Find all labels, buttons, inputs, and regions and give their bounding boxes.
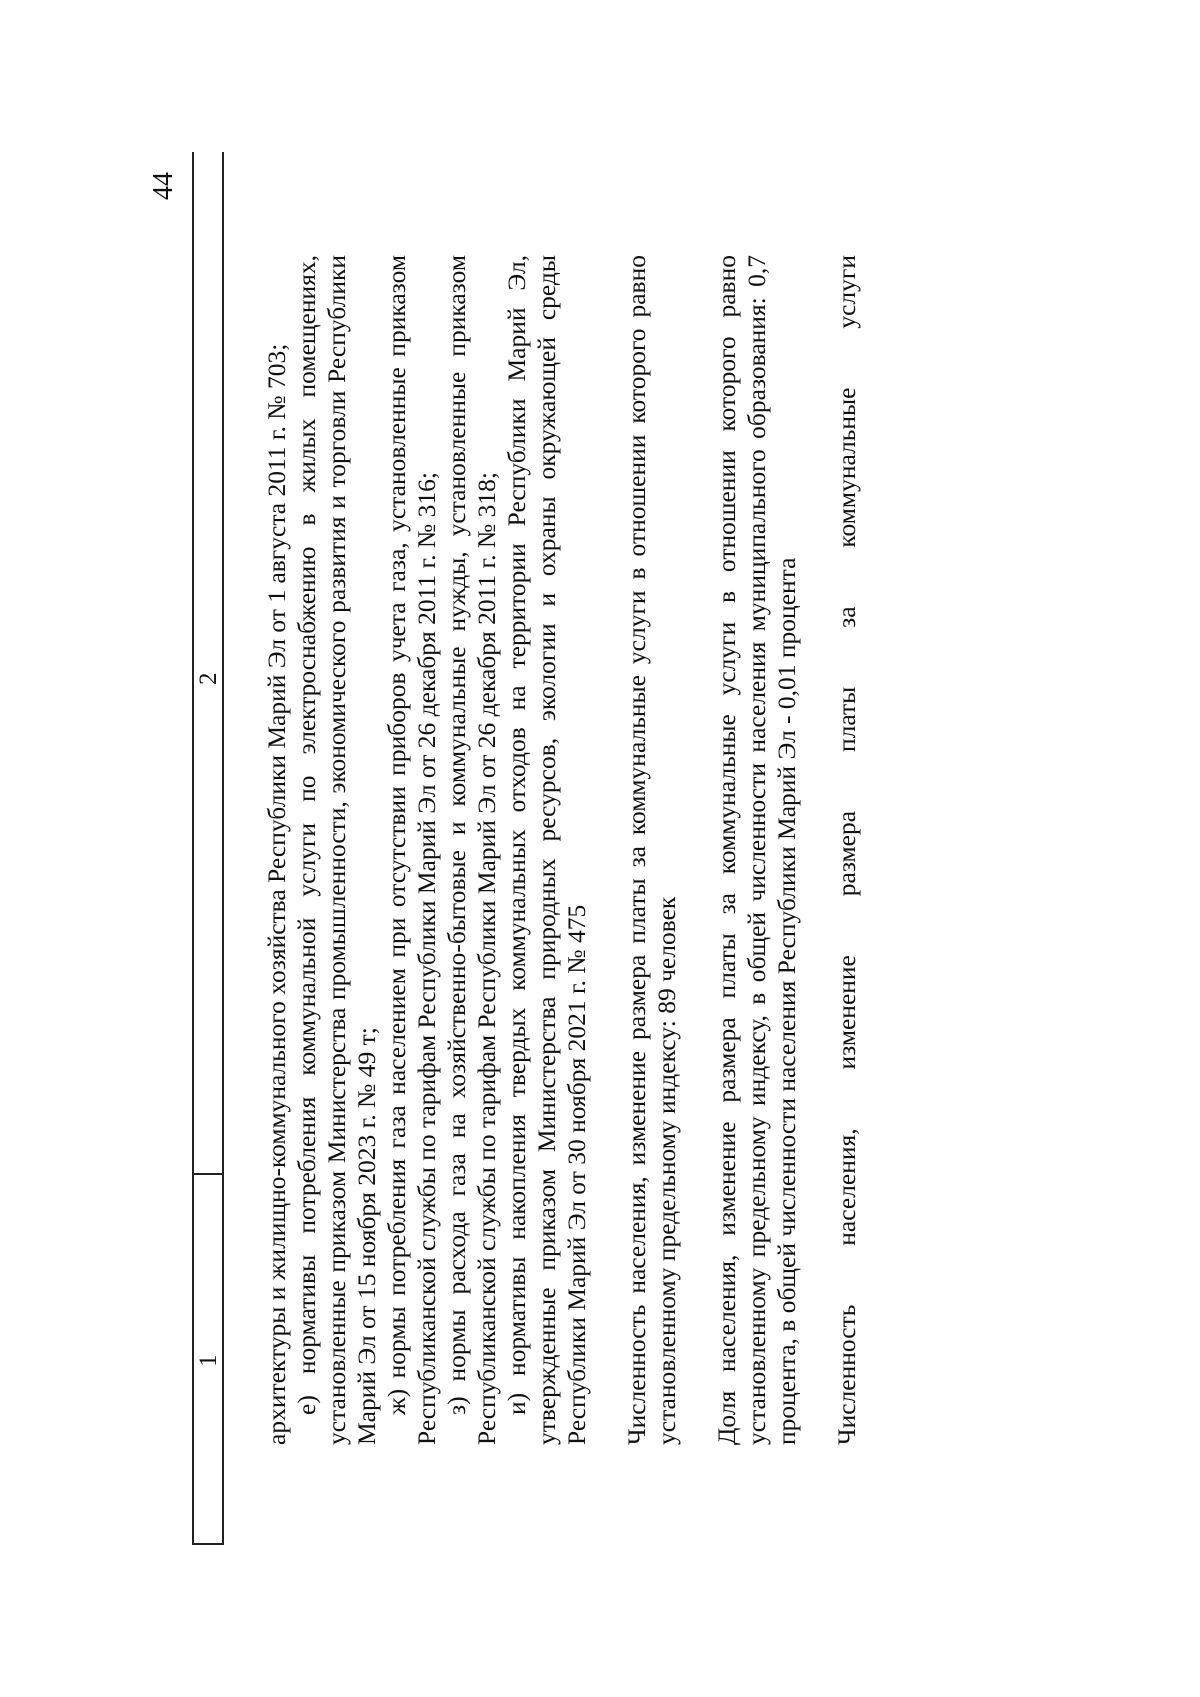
- column-1-header: 1: [195, 1354, 222, 1367]
- paragraph-gas-consumption-norms: ж) нормы потребления газа населением при отсутствии приборов учета газа, установленные приказом Республиканской службы по тарифам Республики Марий Эл от 26 декабря 2011 г. № 316;: [382, 255, 441, 1445]
- paragraph-electricity-norms: е) нормативы потребления коммунальной услуги по электроснабжению в жилых помещениях, установленные приказом Министерства промышленности, экономического развития и торговли Республики Марий Эл от 15 ноября 2023 г. № 49 т;: [292, 255, 381, 1445]
- page-number: 44: [148, 172, 179, 200]
- table-cell-content: [262, 255, 862, 1445]
- paragraph-waste-norms: и) нормативы накопления твердых коммунальных отходов на территории Республики Марий Эл, утвержденные приказом Министерства природных ресурсов, экологии и охраны окружающей среды Республики Марий Эл от 30 ноября 2021 г. № 475: [502, 255, 591, 1445]
- table-left-border: [192, 1543, 222, 1545]
- column-divider: [192, 1173, 222, 1175]
- paragraph-gas-household-norms: з) нормы расхода газа на хозяйственно-бытовые и коммунальные нужды, установленные приказом Республиканской службы по тарифам Республики Марий Эл от 26 декабря 2011 г. № 318;: [442, 255, 501, 1445]
- paragraph-architecture-order: архитектуры и жилищно-коммунального хозяйства Республики Марий Эл от 1 августа 2011 г. № 703;: [262, 343, 291, 1445]
- column-2-header: 2: [195, 672, 222, 685]
- paragraph-population-count: Численность населения, изменение размера платы за коммунальные услуги в отношении которого равно установленному предельному индексу: 89 человек: [622, 255, 681, 1445]
- table-top-border: [192, 152, 194, 1545]
- header-row-border: [222, 152, 224, 1545]
- paragraph-population-count-continued: Численность населения, изменение размера платы за коммунальные услуги: [832, 255, 861, 1445]
- paragraph-population-share: Доля населения, изменение размера платы за коммунальные услуги в отношении которого равно установленному предельному индексу, в общей численности населения муниципального образования: 0,7 процента, в общей численности населения Республики Марий Эл - 0,01 процента: [712, 255, 801, 1445]
